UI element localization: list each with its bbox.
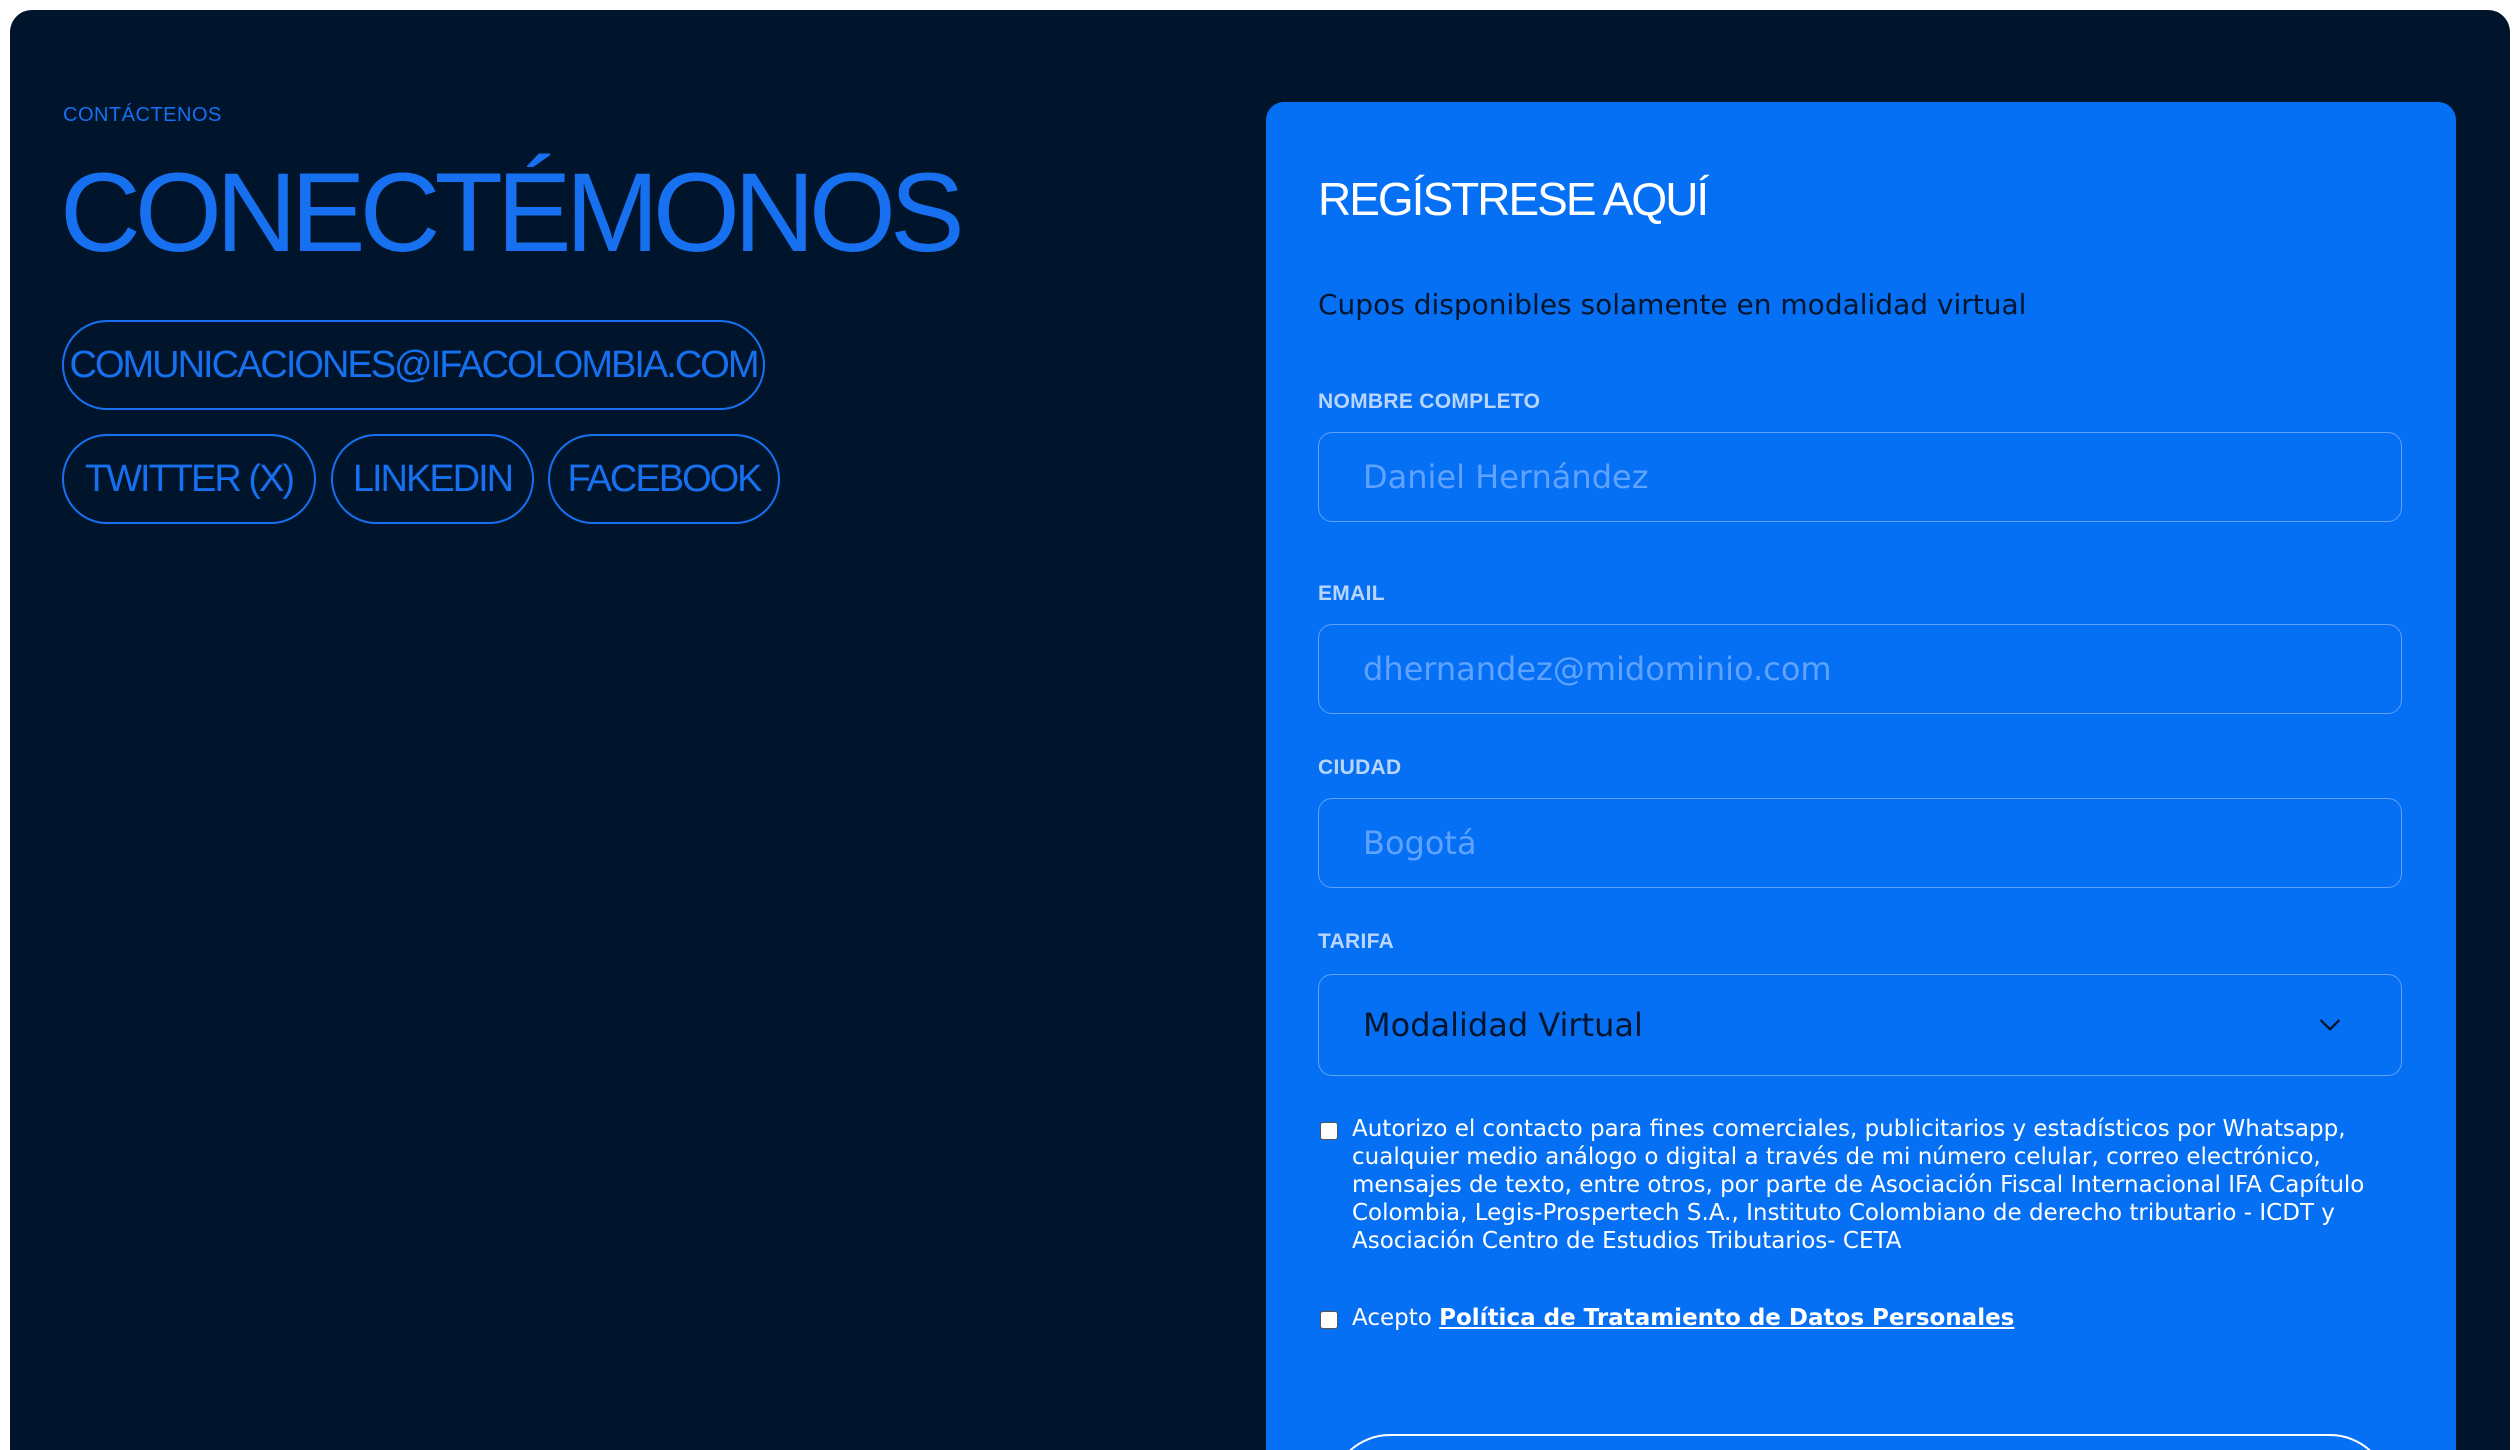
city-label: CIUDAD <box>1318 756 1402 779</box>
policy-text <box>1352 1304 2014 1332</box>
section-eyebrow: CONTÁCTENOS <box>63 104 222 126</box>
page-frame <box>10 10 2510 1450</box>
name-label: NOMBRE COMPLETO <box>1318 390 1541 413</box>
name-input[interactable] <box>1318 432 2402 522</box>
submit-button[interactable] <box>1330 1434 2390 1450</box>
form-subtitle: Cupos disponibles solamente en modalidad virtual <box>1318 288 2027 321</box>
page-title: CONECTÉMONOS <box>60 150 959 275</box>
rate-label: TARIFA <box>1318 930 1395 953</box>
policy-row <box>1318 1304 2408 1332</box>
city-input[interactable] <box>1318 798 2402 888</box>
twitter-link[interactable]: TWITTER (X) <box>62 434 316 524</box>
consent-checkbox[interactable] <box>1320 1122 1338 1140</box>
policy-prefix: Acepto <box>1352 1305 1432 1331</box>
privacy-policy-link[interactable]: Política de Tratamiento de Datos Personales <box>1439 1305 2015 1331</box>
facebook-link[interactable]: FACEBOOK <box>548 434 780 524</box>
email-input[interactable] <box>1318 624 2402 714</box>
linkedin-link[interactable]: LINKEDIN <box>331 434 534 524</box>
policy-checkbox[interactable] <box>1320 1311 1338 1329</box>
email-link[interactable]: COMUNICACIONES@IFACOLOMBIA.COM <box>62 320 765 410</box>
form-title: REGÍSTRESE AQUÍ <box>1318 173 1708 225</box>
chevron-down-icon <box>2317 1012 2343 1038</box>
consent-row <box>1318 1115 2408 1255</box>
consent-text: Autorizo el contacto para fines comerciales, publicitarios y estadísticos por Whatsapp, cualquier medio análogo o digital a través de mi número celular, correo electrónico, mensajes de texto, entre otros, por parte de Asociación Fiscal Internacional IFA Capítulo Colombia, Legis-Prospertech S.A., Instituto Colombiano de derecho tributario - ICDT y Asociación Centro de Estudios Tributarios- CETA <box>1352 1116 2365 1254</box>
email-label: EMAIL <box>1318 582 1385 605</box>
rate-select[interactable] <box>1318 974 2402 1076</box>
rate-selected-value: Modalidad Virtual <box>1363 1006 1643 1044</box>
registration-form <box>1266 102 2456 1450</box>
